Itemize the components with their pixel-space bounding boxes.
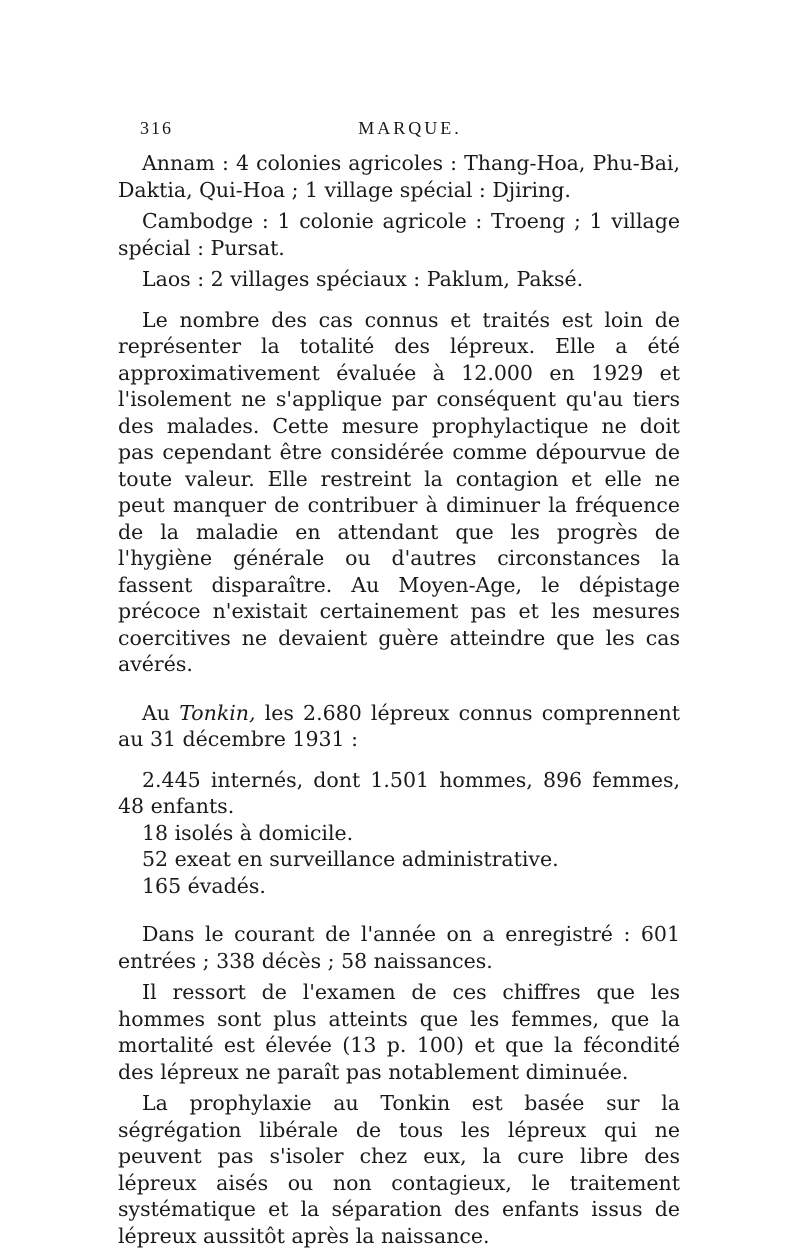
paragraph-examen: Il ressort de l'examen de ces chiffres que les hommes sont plus atteints que les femmes, que la mortalité est élevée (13 p. 100) et que la fécondité des lépreux ne paraît pas notablement diminuée. bbox=[118, 980, 680, 1084]
page-number: 316 bbox=[140, 118, 173, 138]
paragraph-tonkin bbox=[118, 700, 680, 753]
tonkin-suffix: les 2.680 lépreux connus comprennent au 31 décembre 1931 : bbox=[118, 700, 681, 751]
stat-exeat: 52 exeat en surveillance administrative. bbox=[142, 847, 559, 871]
paragraph-annam: Annam : 4 colonies agricoles : Thang-Hoa, Phu-Bai, Daktia, Qui-Hoa ; 1 village spécial : Djiring. bbox=[118, 151, 680, 202]
tonkin-place: Tonkin, bbox=[179, 700, 256, 725]
paragraph-lepers-count: Le nombre des cas connus et traités est loin de représenter la totalité des lépreux. Elle a été approximativement évaluée à 12.000 en 1929 et l'isolement ne s'applique par conséquent qu'au tiers des malades. Cette mesure prophylactique ne doit pas cependant être considérée comme dépourvue de toute valeur. Elle restreint la contagion et elle ne peut manquer de contribuer à diminuer la fréquence de la maladie en attendant que les progrès de l'hygiène générale ou d'autres circonstances la fassent disparaître. Au Moyen-Age, le dépistage précoce n'existait certainement pas et les mesures coercitives ne devaient guère atteindre que les cas avérés. bbox=[118, 307, 680, 676]
page-header bbox=[140, 118, 680, 148]
body-text bbox=[118, 150, 680, 1249]
paragraph-prophylaxie: La prophylaxie au Tonkin est basée sur la ségrégation libérale de tous les lépreux qui ne peuvent pas s'isoler chez eux, la cure libre des lépreux aisés ou non contagieux, le traitement systématique et la séparation des enfants issus de lépreux aussitôt après la naissance. bbox=[118, 1091, 680, 1248]
stat-evades: 165 évadés. bbox=[142, 873, 266, 898]
stat-isoles: 18 isolés à domicile. bbox=[142, 820, 354, 845]
tonkin-prefix: Au bbox=[142, 700, 180, 725]
stat-internes: 2.445 internés, dont 1.501 hommes, 896 femmes, 48 enfants. bbox=[118, 767, 680, 818]
paragraph-laos: Laos : 2 villages spéciaux : Paklum, Paksé. bbox=[142, 267, 584, 291]
paragraph-annee: Dans le courant de l'année on a enregistré : 601 entrées ; 338 décès ; 58 naissances. bbox=[118, 922, 680, 973]
paragraph-cambodge: Cambodge : 1 colonie agricole : Troeng ; 1 village spécial : Pursat. bbox=[118, 209, 680, 260]
running-title: MARQUE. bbox=[358, 118, 462, 138]
